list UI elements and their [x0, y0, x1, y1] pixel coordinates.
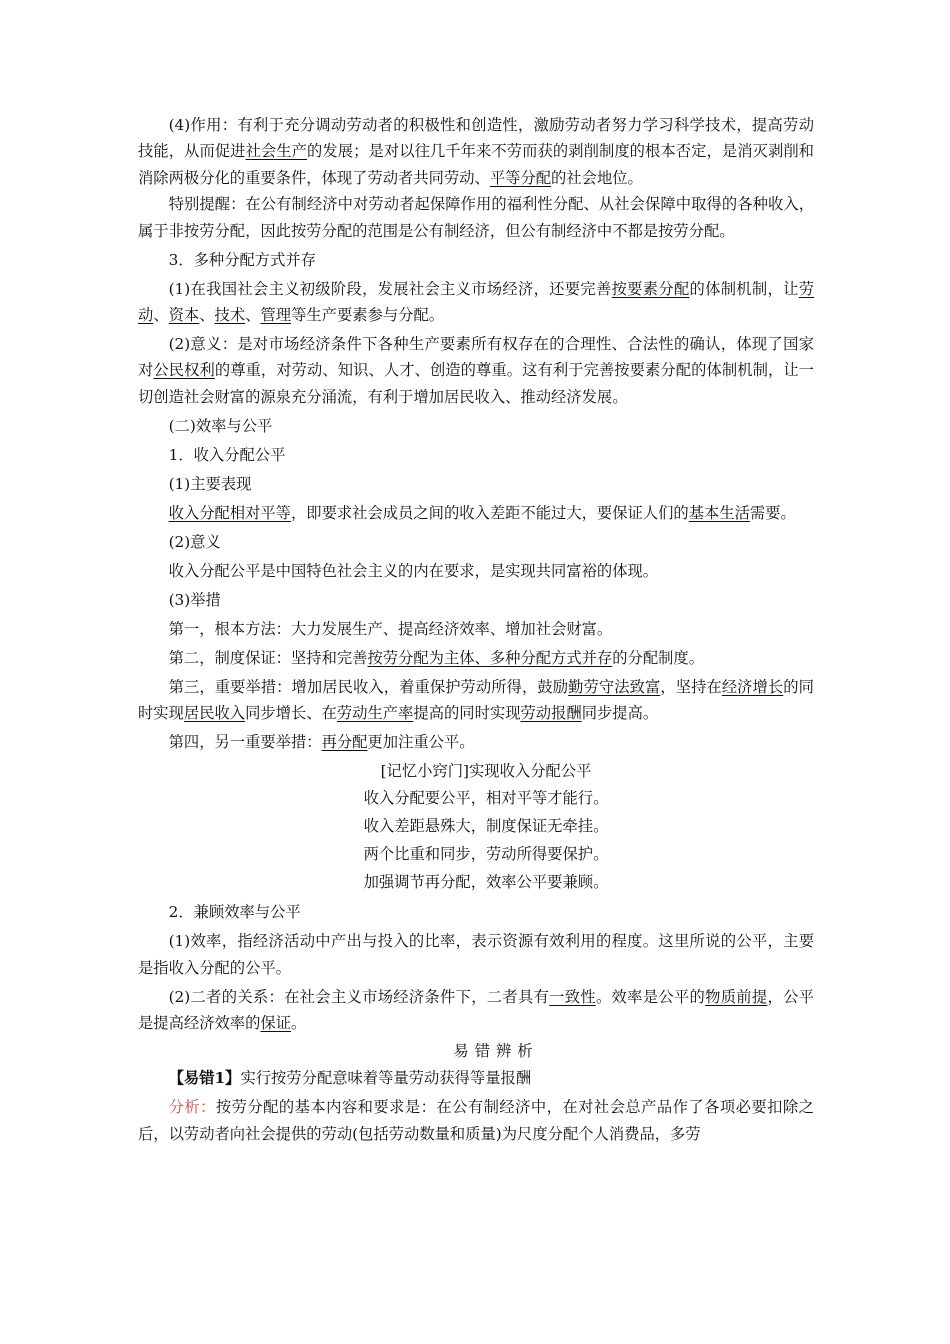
poem-line: 收入分配要公平，相对平等才能行。: [363, 789, 609, 808]
blank-answer: 经济增长: [721, 677, 784, 696]
poem-line: 两个比重和同步，劳动所得要保护。: [363, 845, 609, 864]
paragraph-function: (4)作用：有利于充分调动劳动者的积极性和创造性，激励劳动者努力学习科学技术，提高劳动技能，从而促进社会生产的发展；是对以往几千年来不劳而获的剥削制度的根本否定，是消灭剥削和消除两极分化的重要条件，体现了劳动者共同劳动、平等分配的社会地位。: [138, 116, 814, 187]
paragraph-manifestation: 收入分配相对平等，即要求社会成员之间的收入差距不能过大，要保证人们的基本生活需要。: [168, 503, 796, 522]
blank-answer: 劳动: [138, 279, 814, 325]
memory-tip-title: [记忆小窍门]实现收入分配公平: [380, 761, 592, 780]
paragraph-relationship: (2)二者的关系：在社会主义市场经济条件下，二者具有一致性。效率是公平的物质前提，公平是提高经济效率的保证。: [138, 987, 814, 1033]
blank-answer: 劳动生产率: [336, 704, 414, 723]
subheading-main-manifestation: (1)主要表现: [168, 474, 252, 493]
blank-answer: 保证: [260, 1014, 291, 1033]
poem-line: 收入差距悬殊大，制度保证无牵挂。: [363, 817, 609, 836]
subheading-measures: (3)举措: [168, 590, 221, 609]
blank-answer: 按要素分配: [611, 279, 690, 298]
blank-answer: 一致性: [549, 987, 596, 1006]
error-label: 【易错1】: [168, 1069, 241, 1088]
blank-answer: 基本生活: [688, 503, 750, 522]
section-heading-1: 1．收入分配公平: [168, 445, 286, 464]
blank-answer: 资本: [168, 306, 200, 325]
blank-answer: 居民收入: [183, 704, 246, 723]
paragraph-factor-distribution: (1)在我国社会主义初级阶段，发展社会主义市场经济，还要完善按要素分配的体制机制，让劳动、资本、技术、管理等生产要素参与分配。: [138, 279, 814, 325]
error-item-1: 【易错1】实行按劳分配意味着等量劳动获得等量报酬: [168, 1069, 532, 1088]
blank-answer: 按劳分配为主体、多种分配方式并存: [367, 648, 613, 667]
blank-answer: 技术: [214, 306, 246, 325]
blank-answer: 物质前提: [705, 987, 768, 1006]
section-heading-efficiency-fairness: (二)效率与公平: [168, 416, 273, 435]
section-heading-3: 3．多种分配方式并存: [168, 250, 316, 269]
blank-answer: 管理: [260, 306, 292, 325]
blank-answer: 再分配: [321, 733, 368, 752]
paragraph-significance: (2)意义：是对市场经济条件下各种生产要素所有权存在的合理性、合法性的确认，体现了国家对公民权利的尊重，对劳动、知识、人才、创造的尊重。这有利于完善按要素分配的体制机制，让一切创造社会财富的源泉充分涌流，有利于增加居民收入、推动经济发展。: [138, 335, 814, 406]
measure-first: 第一，根本方法：大力发展生产、提高经济效率、增加社会财富。: [168, 619, 613, 638]
measure-fourth: 第四，另一重要举措：再分配更加注重公平。: [168, 733, 475, 752]
memory-tip: [138, 758, 814, 897]
paragraph-efficiency-definition: (1)效率，指经济活动中产出与投入的比率，表示资源有效利用的程度。这里所说的公平，主要是指收入分配的公平。: [138, 932, 814, 977]
analysis-label: 分析：: [168, 1098, 216, 1117]
section-heading-2: 2．兼顾效率与公平: [168, 903, 301, 922]
blank-answer: 社会生产: [245, 142, 308, 161]
paragraph-meaning: 收入分配公平是中国特色社会主义的内在要求，是实现共同富裕的体现。: [168, 561, 659, 580]
analysis-paragraph: 分析：按劳分配的基本内容和要求是：在公有制经济中，在对社会总产品作了各项必要扣除之后，以劳动者向社会提供的劳动(包括劳动数量和质量)为尺度分配个人消费品，多劳: [138, 1098, 814, 1143]
error-analysis-heading: 易错辨析: [453, 1042, 539, 1061]
blank-answer: 劳动报酬: [520, 704, 582, 723]
blank-answer: 收入分配相对平等: [168, 503, 291, 522]
measure-third: 第三，重要举措：增加居民收入，着重保护劳动所得，鼓励勤劳守法致富，坚持在经济增长的同时实现居民收入同步增长、在劳动生产率提高的同时实现劳动报酬同步提高。: [138, 677, 814, 723]
poem-line: 加强调节再分配，效率公平要兼顾。: [363, 872, 609, 891]
blank-answer: 平等分配: [489, 168, 552, 187]
measure-second: 第二，制度保证：坚持和完善按劳分配为主体、多种分配方式并存的分配制度。: [168, 648, 705, 667]
paragraph-special-note: 特别提醒：在公有制经济中对劳动者起保障作用的福利性分配、从社会保障中取得的各种收入，属于非按劳分配，因此按劳分配的范围是公有制经济，但公有制经济中不都是按劳分配。: [138, 195, 814, 240]
document-page: [138, 112, 814, 1147]
subheading-meaning: (2)意义: [168, 532, 221, 551]
blank-answer: 勤劳守法致富: [568, 677, 661, 696]
blank-answer: 公民权利: [153, 361, 215, 380]
